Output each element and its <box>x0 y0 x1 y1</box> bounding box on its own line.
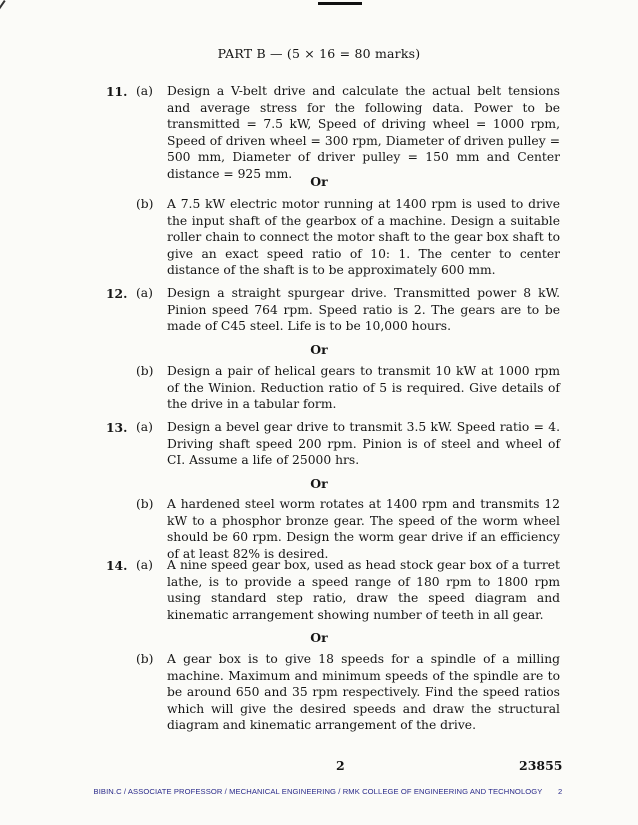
question-number: 14. <box>106 558 128 573</box>
subpart-label: (a) <box>136 420 153 434</box>
subpart-label: (b) <box>136 652 154 666</box>
question-number: 12. <box>106 286 128 301</box>
subpart-label: (a) <box>136 558 153 572</box>
page-number: 2 <box>336 758 345 773</box>
or-label: Or <box>310 342 328 357</box>
subpart-label: (a) <box>136 286 153 300</box>
question-text: Design a pair of helical gears to transmit 10 kW at 1000 rpm of the Winion. Reduction ratio of 5 is required. Give details of the drive in a tabular form. <box>167 364 560 411</box>
subpart-label: (b) <box>136 364 154 378</box>
pen-mark <box>0 0 6 37</box>
or-label: Or <box>310 630 328 645</box>
question-text: A gear box is to give 18 speeds for a spindle of a milling machine. Maximum and minimum speeds of the spindle are to be around 650 and 35 rpm respectively. Find the speed ratios which will give the desired speeds and draw the structural diagram and kinematic arrangement of the drive. <box>167 652 560 732</box>
paper-code: 23855 <box>519 758 563 773</box>
question-text: A nine speed gear box, used as head stock gear box of a turret lathe, is to provide a speed range of 180 rpm to 1800 rpm using standard step ratio, draw the speed diagram and kinematic arrangement showing number of teeth in all gear. <box>167 558 560 622</box>
footer-attribution: BIBIN.C / ASSOCIATE PROFESSOR / MECHANICAL ENGINEERING / RMK COLLEGE OF ENGINEERING AND TECHNOLOGY <box>93 787 543 796</box>
question-number: 11. <box>106 84 128 99</box>
scan-mark <box>318 2 362 5</box>
question-text: A 7.5 kW electric motor running at 1400 rpm is used to drive the input shaft of the gearbox of a machine. Design a suitable roller chain to connect the motor shaft to the gear box shaft to give an exact speed ratio of 10: 1. The center to center distance of the shaft is to be approximately 600 mm. <box>167 197 560 277</box>
question-text: Design a V-belt drive and calculate the actual belt tensions and average stress for the following data. Power to be transmitted = 7.5 kW, Speed of driving wheel = 1000 rpm, Speed of driven wheel = 300 rpm, Diameter of driven pulley = 500 mm, Diameter of driver pulley = 150 mm and Center distance = 925 mm. <box>167 84 560 181</box>
question-text: Design a bevel gear drive to transmit 3.5 kW. Speed ratio = 4. Driving shaft speed 200 rpm. Pinion is of steel and wheel of CI. Assume a life of 25000 hrs. <box>167 420 560 467</box>
question-text: A hardened steel worm rotates at 1400 rpm and transmits 12 kW to a phosphor bronze gear. The speed of the worm wheel should be 60 rpm. Design the worm gear drive if an efficiency of at least 82% is desired. <box>167 497 560 561</box>
part-title: PART B — (5 × 16 = 80 marks) <box>217 46 421 61</box>
question-text: Design a straight spurgear drive. Transmitted power 8 kW. Pinion speed 764 rpm. Speed ratio is 2. The gears are to be made of C45 steel. Life is to be 10,000 hours. <box>167 286 560 333</box>
question-number: 13. <box>106 420 128 435</box>
footer-page-number: 2 <box>558 787 563 796</box>
or-label: Or <box>310 476 328 491</box>
or-label: Or <box>310 174 328 189</box>
subpart-label: (b) <box>136 497 154 511</box>
subpart-label: (a) <box>136 84 153 98</box>
subpart-label: (b) <box>136 197 154 211</box>
